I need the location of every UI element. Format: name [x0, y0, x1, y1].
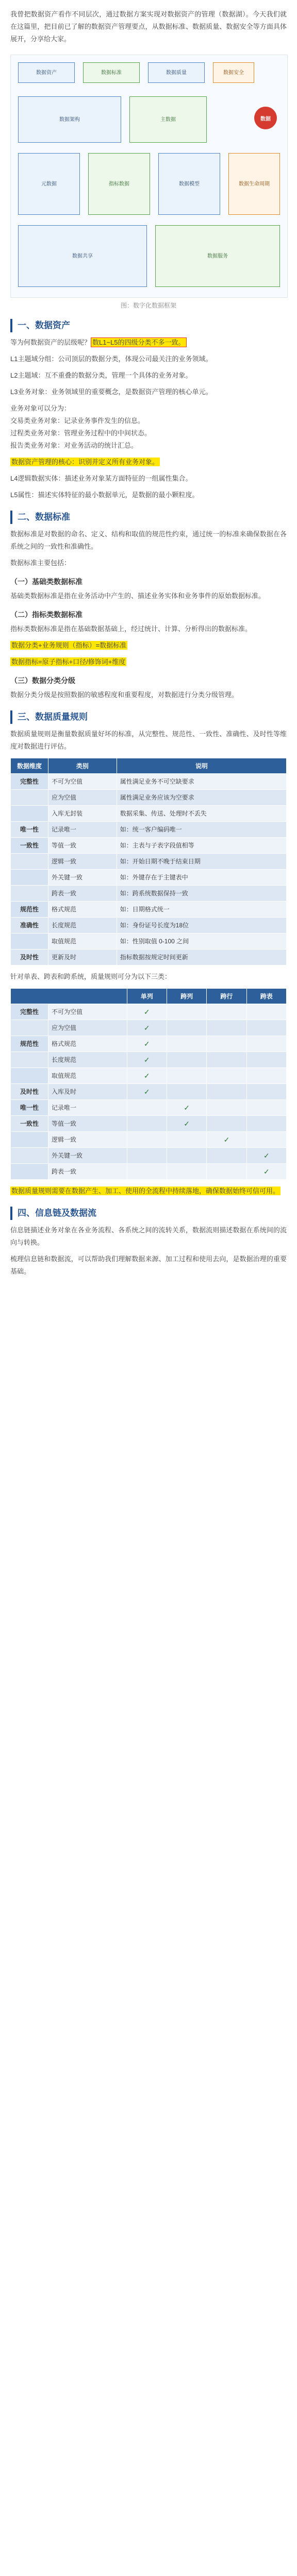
table-cell — [11, 1132, 48, 1148]
table-cell: 逻辑一致 — [48, 1132, 127, 1148]
check-cell — [167, 1020, 206, 1036]
table-row — [11, 1164, 287, 1180]
diagram-box: 数据模型 — [158, 153, 220, 215]
table-row — [11, 854, 287, 870]
table-cell — [11, 1020, 48, 1036]
table-header: 跨行 — [207, 989, 246, 1004]
table-row — [11, 1084, 287, 1100]
table-row — [11, 934, 287, 950]
paragraph — [0, 1185, 297, 1197]
subsection-title: （二）指标类数据标准 — [10, 611, 82, 619]
paragraph: L2主题域：互不重叠的数据分类，管理一个具体的业务对象。 — [10, 371, 192, 379]
paragraph: 数据质量规则是衡量数据质量好坏的标准，从完整性、规范性、一致性、准确性、及时性等维度对数据进行评估。 — [10, 730, 287, 750]
list-item: 报告类业务对象：对业务活动的统计汇总。 — [10, 442, 138, 449]
table-cell: 逻辑一致 — [48, 854, 117, 870]
check-cell: ✓ — [167, 1100, 206, 1116]
diagram-box: 数据安全 — [213, 62, 254, 83]
table-cell: 记录唯一 — [48, 1100, 127, 1116]
check-cell: ✓ — [127, 1020, 167, 1036]
table-cell: 长度规范 — [48, 1052, 127, 1068]
table-cell: 等值一致 — [48, 1116, 127, 1132]
paragraph: 数据标准主要包括： — [10, 559, 71, 567]
framework-diagram — [10, 55, 288, 298]
logo-badge: 数据 — [254, 107, 277, 129]
check-cell — [167, 1068, 206, 1084]
table-header: 跨表 — [246, 989, 286, 1004]
paragraph: 业务对象可以分为： — [10, 404, 71, 412]
table-row — [11, 838, 287, 854]
table-cell: 跨表一致 — [48, 886, 117, 902]
check-cell — [207, 1164, 246, 1180]
table-cell: 完整性 — [11, 774, 48, 790]
paragraph: 等为何数据资产的层级呢？ 数L1~L5的四级分类不多一致。 — [0, 336, 297, 349]
check-cell — [246, 1084, 286, 1100]
table-cell: 外关键一致 — [48, 870, 117, 886]
quality-scope-table — [10, 988, 287, 1180]
table-cell: 入库无封装 — [48, 806, 117, 822]
check-cell — [207, 1036, 246, 1052]
table-row — [11, 790, 287, 806]
table-cell: 跨表一致 — [48, 1164, 127, 1180]
table-cell: 应为空值 — [48, 1020, 127, 1036]
section-title: 三、数据质量规则 — [10, 710, 297, 724]
table-cell: 唯一性 — [11, 1100, 48, 1116]
table-cell: 格式规范 — [48, 1036, 127, 1052]
paragraph: 指标类数据标准是指在基础数据基础上，经过统计、计算、分析得出的数据标准。 — [10, 625, 252, 633]
diagram-box: 元数据 — [18, 153, 80, 215]
table-cell: 准确性 — [11, 918, 48, 934]
table-cell — [11, 870, 48, 886]
list-item: 交易类业务对象：记录业务事件发生的信息。 — [10, 417, 145, 425]
check-cell: ✓ — [127, 1052, 167, 1068]
table-row — [11, 1116, 287, 1132]
check-cell — [127, 1116, 167, 1132]
quality-table — [10, 758, 287, 965]
table-cell — [11, 934, 48, 950]
check-cell — [167, 1084, 206, 1100]
table-row — [11, 1036, 287, 1052]
table-cell — [11, 1148, 48, 1164]
paragraph — [0, 656, 297, 668]
intro-paragraph: 我曾把数据资产看作不同层次，通过数据方案实现对数据资产的管理（数据湖）。今天我们就在这篇里，把目前已了解的数据资产管理要点，从数据标准、数据质量、数据安全等方面具体展开，分享给大家。 — [10, 10, 287, 43]
table-header: 跨列 — [167, 989, 206, 1004]
table-row — [11, 902, 287, 918]
check-cell — [127, 1148, 167, 1164]
table-cell: 如：日期格式统一 — [117, 902, 286, 918]
section-title: 二、数据标准 — [10, 511, 297, 524]
check-cell — [207, 1116, 246, 1132]
table-cell: 等值一致 — [48, 838, 117, 854]
table-header: 说明 — [117, 758, 286, 774]
table-cell: 如：统一客户编码唯一 — [117, 822, 286, 838]
check-cell: ✓ — [167, 1116, 206, 1132]
paragraph: L5属性：描述实体特征的最小数据单元，是数据的最小颗粒度。 — [10, 491, 199, 499]
highlight: 数据资产管理的核心：识别并定义所有业务对象。 — [11, 458, 159, 466]
paragraph: L3业务对象：业务领域里的重要概念，是数据资产管理的核心单元。 — [10, 388, 212, 396]
table-cell — [11, 1068, 48, 1084]
check-cell — [167, 1164, 206, 1180]
highlight: 数据质量规则需要在数据产生、加工、使用的全流程中持续落地，确保数据始终可信可用。 — [11, 1187, 280, 1195]
check-cell — [207, 1084, 246, 1100]
diagram-box: 数据资产 — [18, 62, 75, 83]
table-cell: 格式规范 — [48, 902, 117, 918]
table-row — [11, 822, 287, 838]
table-cell: 取值规范 — [48, 934, 117, 950]
check-cell — [207, 1068, 246, 1084]
paragraph: 数据标准是对数据的命名、定义、结构和取值的规范性约束，通过统一的标准来确保数据在各系统之间的一致性和准确性。 — [10, 530, 287, 550]
check-cell — [207, 1100, 246, 1116]
table-cell: 完整性 — [11, 1004, 48, 1020]
check-cell — [127, 1132, 167, 1148]
table-cell: 如：开始日期不晚于结束日期 — [117, 854, 286, 870]
diagram-box: 指标数据 — [88, 153, 150, 215]
diagram-box: 数据服务 — [155, 225, 280, 287]
table-cell: 如：外键存在于主键表中 — [117, 870, 286, 886]
table-cell: 不可为空值 — [48, 774, 117, 790]
section-title: 四、信息链及数据流 — [10, 1207, 297, 1220]
table-cell: 及时性 — [11, 950, 48, 965]
check-cell — [246, 1116, 286, 1132]
check-cell: ✓ — [127, 1036, 167, 1052]
table-cell: 应为空值 — [48, 790, 117, 806]
paragraph: 针对单表、跨表和跨系统，质量规则可分为以下三类： — [10, 973, 172, 980]
diagram-box: 数据质量 — [148, 62, 205, 83]
table-row — [11, 1132, 287, 1148]
table-cell: 一致性 — [11, 838, 48, 854]
paragraph: 梳理信息链和数据流，可以帮助我们理解数据来源、加工过程和使用去向，是数据治理的重要基础。 — [10, 1255, 287, 1275]
table-row — [11, 806, 287, 822]
diagram-box: 数据共享 — [18, 225, 147, 287]
table-cell: 长度规范 — [48, 918, 117, 934]
table-cell: 规范性 — [11, 1036, 48, 1052]
table-cell — [11, 1164, 48, 1180]
check-cell — [207, 1148, 246, 1164]
table-cell — [11, 886, 48, 902]
table-header: 数据维度 — [11, 758, 48, 774]
check-cell: ✓ — [207, 1132, 246, 1148]
diagram-box: 主数据 — [129, 96, 207, 143]
table-row — [11, 1068, 287, 1084]
check-cell: ✓ — [127, 1004, 167, 1020]
table-cell: 不可为空值 — [48, 1004, 127, 1020]
table-row — [11, 950, 287, 965]
paragraph: 数据分类分级是按照数据的敏感程度和重要程度，对数据进行分类分级管理。 — [10, 691, 239, 699]
table-cell: 唯一性 — [11, 822, 48, 838]
check-cell — [167, 1036, 206, 1052]
table-cell: 如：主表与子表字段值相等 — [117, 838, 286, 854]
check-cell — [246, 1132, 286, 1148]
highlight: 数据分类+业务规则（指标）=数据标准 — [11, 641, 127, 649]
check-cell — [246, 1004, 286, 1020]
table-cell — [11, 854, 48, 870]
check-cell — [246, 1036, 286, 1052]
table-cell: 更新及时 — [48, 950, 117, 965]
check-cell: ✓ — [127, 1084, 167, 1100]
table-cell: 入库及时 — [48, 1084, 127, 1100]
diagram-box: 数据标准 — [83, 62, 140, 83]
table-cell: 取值规范 — [48, 1068, 127, 1084]
table-cell: 外关键一致 — [48, 1148, 127, 1164]
table-cell: 规范性 — [11, 902, 48, 918]
check-cell — [246, 1020, 286, 1036]
table-row — [11, 1100, 287, 1116]
check-cell — [246, 1100, 286, 1116]
table-cell: 指标数据按规定时间更新 — [117, 950, 286, 965]
table-cell — [11, 806, 48, 822]
check-cell — [207, 1052, 246, 1068]
table-row — [11, 774, 287, 790]
diagram-box: 数据架构 — [18, 96, 121, 143]
table-cell: 记录唯一 — [48, 822, 117, 838]
paragraph: 信息链描述业务对象在各业务流程、各系统之间的流转关系，数据流则描述数据在系统间的流向与转换。 — [10, 1226, 287, 1246]
table-cell — [11, 790, 48, 806]
table-cell: 属性满足业务应该为空要求 — [117, 790, 286, 806]
table-row — [11, 870, 287, 886]
check-cell — [127, 1164, 167, 1180]
table-cell: 一致性 — [11, 1116, 48, 1132]
subsection-title: （三）数据分类分级 — [10, 676, 75, 685]
table-header — [11, 989, 127, 1004]
table-row — [11, 1052, 287, 1068]
table-row — [11, 1020, 287, 1036]
table-row — [11, 918, 287, 934]
table-header: 单列 — [127, 989, 167, 1004]
highlight: 数据指标=原子指标+口径/修饰词+维度 — [11, 658, 126, 666]
paragraph — [0, 639, 297, 652]
check-cell — [167, 1148, 206, 1164]
diagram-box: 数据生命周期 — [228, 153, 280, 215]
check-cell: ✓ — [246, 1148, 286, 1164]
table-cell: 属性满足业务不可空缺要求 — [117, 774, 286, 790]
check-cell — [167, 1132, 206, 1148]
check-cell — [246, 1068, 286, 1084]
check-cell — [167, 1052, 206, 1068]
check-cell — [127, 1100, 167, 1116]
list-item: 过程类业务对象：管理业务过程中的中间状态。 — [10, 429, 152, 437]
table-cell: 数据采集、传送、处理时不丢失 — [117, 806, 286, 822]
diagram-caption: 图：数字化数据框架 — [120, 302, 176, 309]
paragraph: 基础类数据标准是指在业务活动中产生的、描述业务实体和业务事件的原始数据标准。 — [10, 592, 266, 600]
table-cell: 及时性 — [11, 1084, 48, 1100]
paragraph: L4逻辑数据实体：描述业务对象某方面特征的一组属性集合。 — [10, 474, 192, 482]
table-header: 类别 — [48, 758, 117, 774]
check-cell — [207, 1020, 246, 1036]
check-cell: ✓ — [127, 1068, 167, 1084]
check-cell — [167, 1004, 206, 1020]
table-row — [11, 1004, 287, 1020]
table-cell: 如：身份证号长度为18位 — [117, 918, 286, 934]
table-cell: 如：跨系统数据保持一致 — [117, 886, 286, 902]
paragraph: L1主题域分组：公司顶层的数据分类，体现公司最关注的业务领域。 — [10, 355, 212, 363]
table-cell — [11, 1052, 48, 1068]
section-title: 一、数据资产 — [10, 319, 297, 332]
table-cell: 如：性别取值 0-100 之间 — [117, 934, 286, 950]
table-row — [11, 1148, 287, 1164]
check-cell — [207, 1004, 246, 1020]
table-row — [11, 886, 287, 902]
highlight: 数L1~L5的四级分类不多一致。 — [91, 337, 187, 347]
subsection-title: （一）基础类数据标准 — [10, 578, 82, 586]
check-cell: ✓ — [246, 1164, 286, 1180]
check-cell — [246, 1052, 286, 1068]
paragraph — [0, 456, 297, 468]
